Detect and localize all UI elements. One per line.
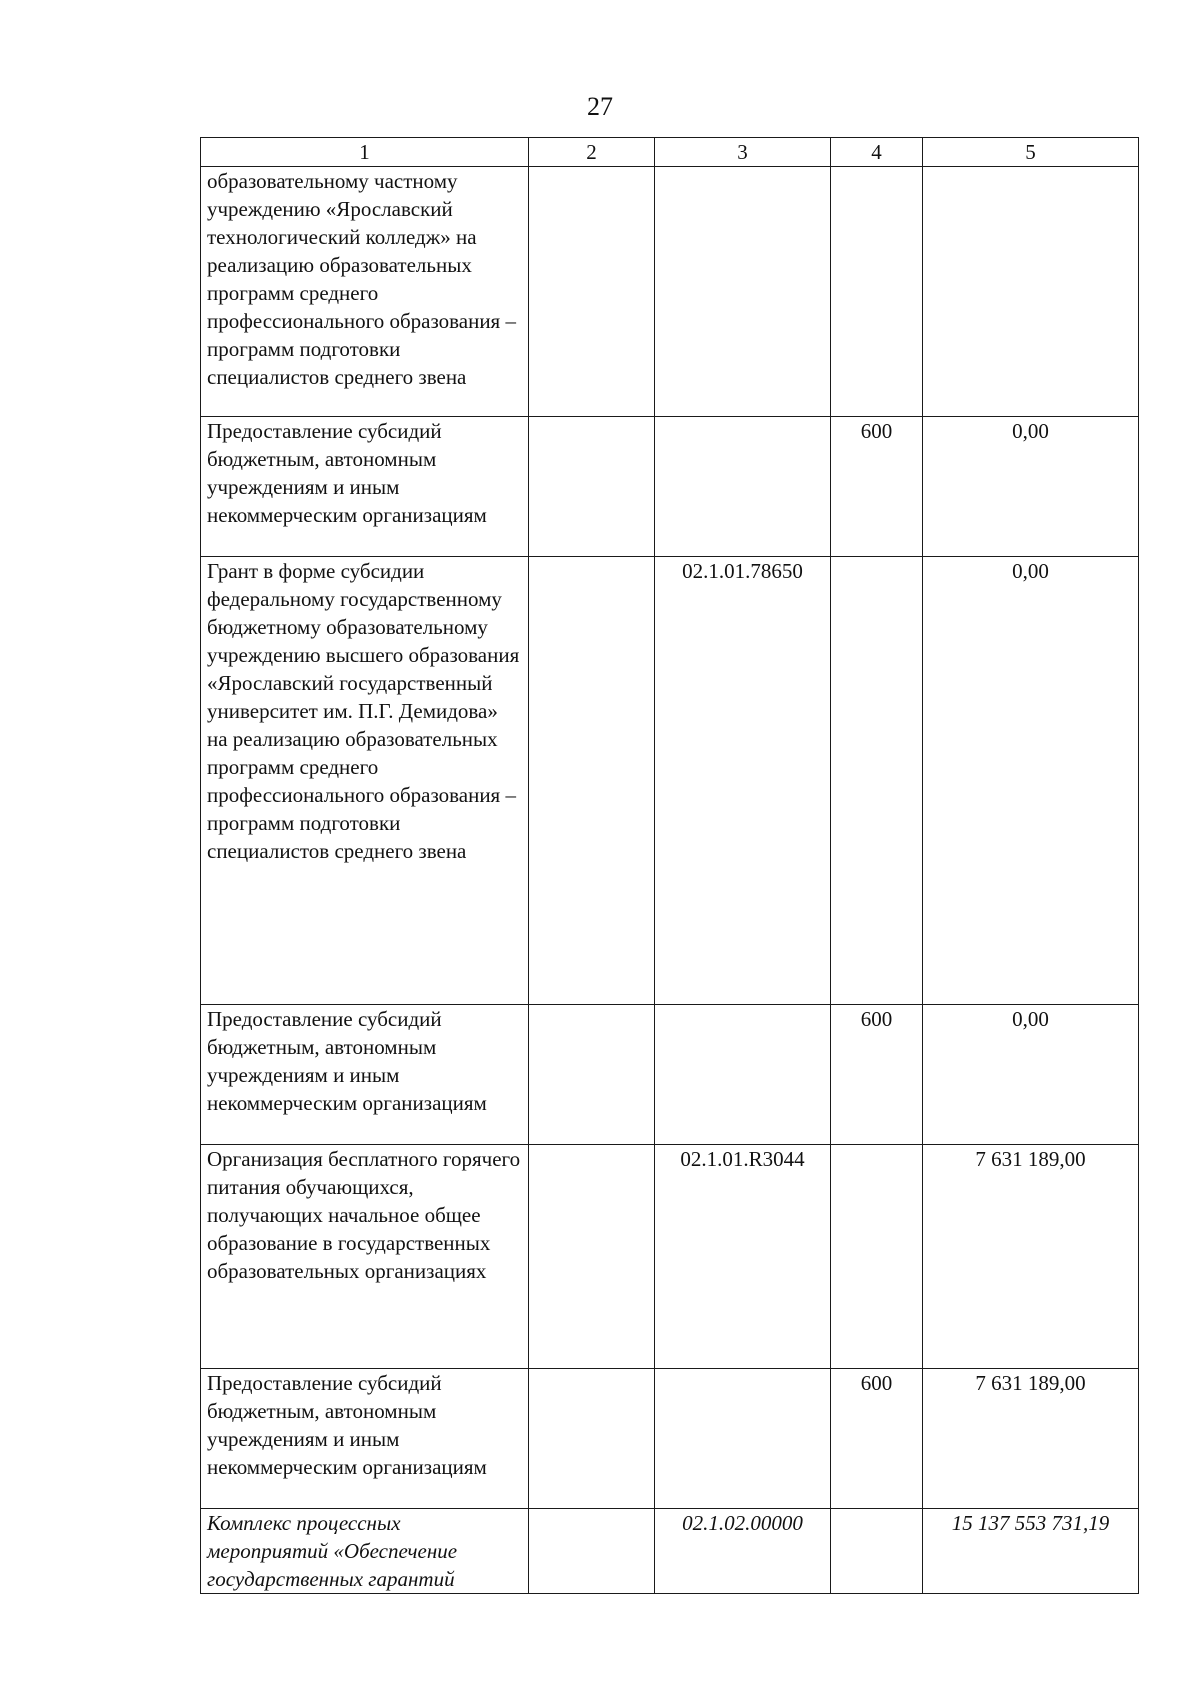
row-name-cell: Комплекс процессных мероприятий «Обеспечение государственных гарантий [201, 1509, 529, 1594]
row-vr-cell: 600 [831, 1005, 923, 1145]
row-name-cell: Грант в форме субсидии федеральному государственному бюджетному образовательному учреждению высшего образования «Ярославский государственный университет им. П.Г. Демидова» на реализацию образовательных программ среднего профессионального образования – программ подготовки специалистов среднего звена [201, 557, 529, 1005]
row-sum-cell: 7 631 189,00 [923, 1145, 1139, 1369]
page-number: 27 [587, 92, 613, 121]
table-row [201, 167, 1139, 417]
row-col2-cell [529, 417, 655, 557]
row-code-cell: 02.1.01.R3044 [655, 1145, 831, 1369]
row-code-cell: 02.1.01.78650 [655, 557, 831, 1005]
column-header-3: 3 [655, 138, 831, 167]
row-name-cell: Организация бесплатного горячего питания обучающихся, получающих начальное общее образование в государственных образовательных организациях [201, 1145, 529, 1369]
row-sum-cell: 0,00 [923, 1005, 1139, 1145]
row-code-cell [655, 417, 831, 557]
budget-table [200, 137, 1139, 1594]
row-code-cell [655, 1369, 831, 1509]
row-col2-cell [529, 557, 655, 1005]
row-vr-cell [831, 557, 923, 1005]
table-row [201, 557, 1139, 1005]
row-code-cell [655, 1005, 831, 1145]
row-sum-cell: 15 137 553 731,19 [923, 1509, 1139, 1594]
row-name-cell: Предоставление субсидий бюджетным, автономным учреждениям и иным некоммерческим организациям [201, 417, 529, 557]
table-header-row [201, 138, 1139, 167]
row-name-cell: образовательному частному учреждению «Ярославский технологический колледж» на реализацию образовательных программ среднего профессионального образования – программ подготовки специалистов среднего звена [201, 167, 529, 417]
row-vr-cell [831, 1509, 923, 1594]
row-name-cell: Предоставление субсидий бюджетным, автономным учреждениям и иным некоммерческим организациям [201, 1369, 529, 1509]
row-col2-cell [529, 1005, 655, 1145]
table-row [201, 1145, 1139, 1369]
row-col2-cell [529, 1509, 655, 1594]
row-code-cell: 02.1.02.00000 [655, 1509, 831, 1594]
row-sum-cell: 7 631 189,00 [923, 1369, 1139, 1509]
table-row [201, 1005, 1139, 1145]
row-sum-cell [923, 167, 1139, 417]
row-vr-cell [831, 1145, 923, 1369]
row-code-cell [655, 167, 831, 417]
table-row [201, 1369, 1139, 1509]
row-vr-cell: 600 [831, 1369, 923, 1509]
row-col2-cell [529, 1369, 655, 1509]
row-col2-cell [529, 1145, 655, 1369]
column-header-1: 1 [201, 138, 529, 167]
column-header-4: 4 [831, 138, 923, 167]
row-vr-cell [831, 167, 923, 417]
column-header-5: 5 [923, 138, 1139, 167]
row-name-cell: Предоставление субсидий бюджетным, автономным учреждениям и иным некоммерческим организациям [201, 1005, 529, 1145]
row-vr-cell: 600 [831, 417, 923, 557]
row-sum-cell: 0,00 [923, 557, 1139, 1005]
table-row [201, 417, 1139, 557]
row-col2-cell [529, 167, 655, 417]
column-header-2: 2 [529, 138, 655, 167]
table-row [201, 1509, 1139, 1594]
row-sum-cell: 0,00 [923, 417, 1139, 557]
